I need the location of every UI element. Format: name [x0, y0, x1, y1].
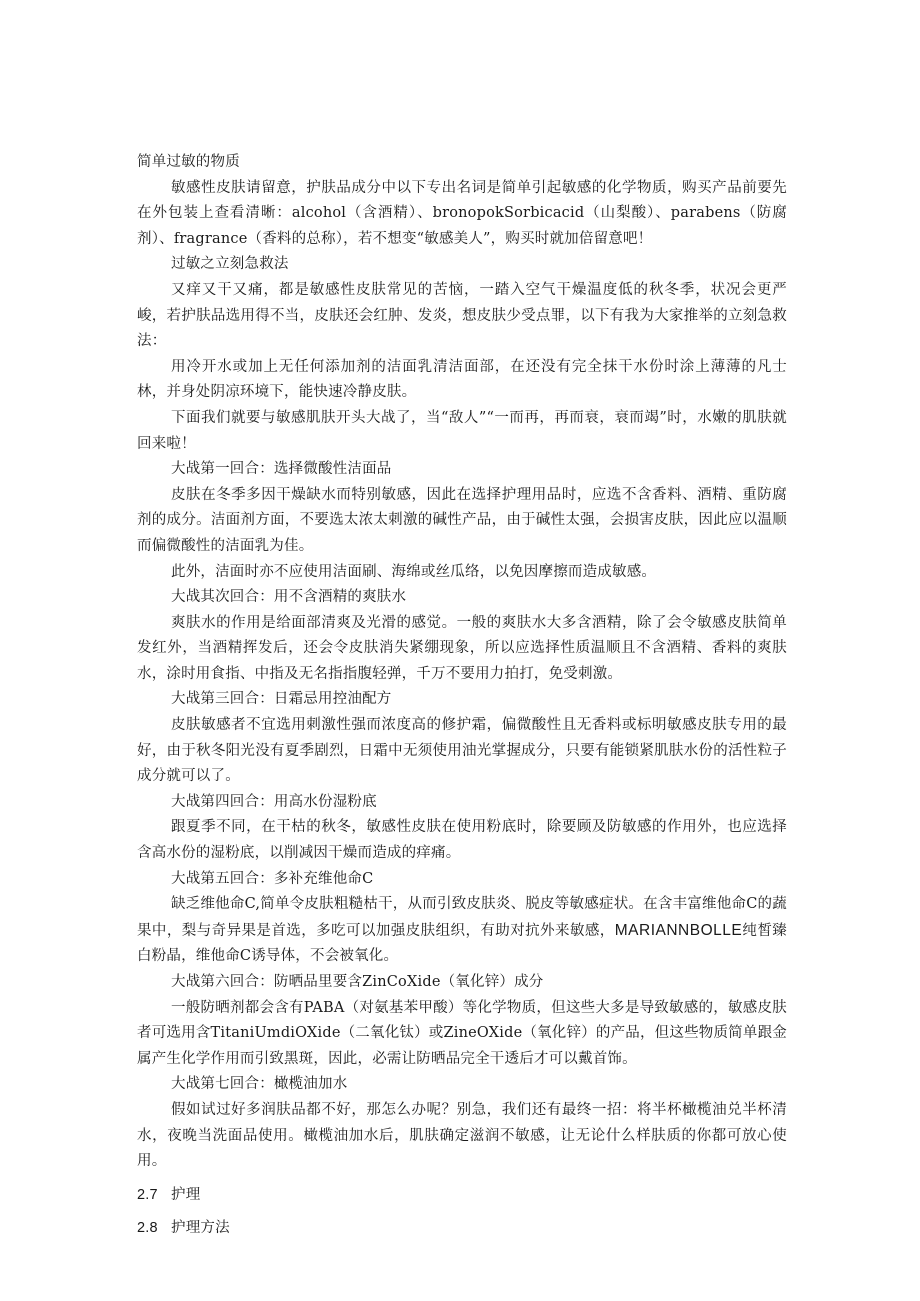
round4-paragraph-1: 跟夏季不同，在干枯的秋冬，敏感性皮肤在使用粉底时，除要顾及防敏感的作用外，也应选择含高水份的湿粉底，以削减因干燥而造成的痒痛。 [137, 819, 787, 862]
section-2-7-title: 护理 [171, 1186, 201, 1203]
round7-paragraph-1: 假如试过好多润肤品都不好，那怎么办呢？别急，我们还有最终一招：将半杯橄榄油兑半杯清水，夜晚当洗面品使用。橄榄油加水后，肌肤确定滋润不敏感，让无论什么样肤质的你都可放心使用。 [137, 1101, 787, 1170]
round7-heading: 大战第七回合：橄榄油加水 [171, 1076, 348, 1093]
section-2-8-number: 2.8 [137, 1219, 158, 1236]
round2-heading: 大战其次回合：用不含酒精的爽肤水 [171, 589, 407, 606]
emergency-paragraph-3: 下面我们就要与敏感肌肤开头大战了，当“敌人”“一而再，再而衰，衰而竭”时，水嫩的肌肤就回来啦！ [137, 409, 787, 452]
round2-paragraph-1: 爽肤水的作用是给面部清爽及光滑的感觉。一般的爽肤水大多含酒精，除了会令敏感皮肤简单发红外，当酒精挥发后，还会令皮肤消失紧绷现象，所以应选择性质温顺且不含酒精、香料的爽肤水，涂时用食指、中指及无名指指腹轻弹，千万不要用力拍打，免受刺激。 [137, 614, 787, 682]
round5-text-b: 纯皙臻白粉晶，维他命C诱导体，不会被氧化。 [137, 922, 787, 965]
round1-paragraph-1: 皮肤在冬季多因干燥缺水而特别敏感，因此在选择护理用品时，应选不含香料、酒精、重防腐剂的成分。洁面剂方面，不要选太浓太刺激的碱性产品，由于碱性太强，会损害皮肤，因此应以温顺而偏微酸性的洁面乳为佳。 [137, 486, 787, 554]
round3-paragraph-1: 皮肤敏感者不宜选用刺激性强而浓度高的修护霜，偏微酸性且无香料或标明敏感皮肤专用的最好，由于秋冬阳光没有夏季剧烈，日霜中无须使用油光掌握成分，只要有能锁紧肌肤水份的活性粒子成分就可以了。 [137, 717, 787, 785]
section-2-7-number: 2.7 [137, 1186, 158, 1203]
brand-name: MARIANNBOLLE [614, 921, 743, 939]
round1-heading: 大战第一回合：选择微酸性洁面品 [171, 461, 392, 478]
section-2-8-title: 护理方法 [171, 1219, 230, 1236]
round6-paragraph-1: 一般防晒剂都会含有PABA（对氨基苯甲酸）等化学物质，但这些大多是导致敏感的，敏感皮肤者可选用含TitaniUmdiOXide（二氧化钛）或ZineOXide（氧化锌）的产品，但这些物质简单跟金属产生化学作用而引致黑斑，因此，必需让防晒品完全干透后才可以戴首饰。 [137, 999, 787, 1067]
round4-heading: 大战第四回合：用高水份湿粉底 [171, 793, 377, 810]
emergency-heading: 过敏之立刻急救法 [171, 256, 289, 273]
emergency-paragraph-1: 又痒又干又痛，都是敏感性皮肤常见的苦恼，一踏入空气干燥温度低的秋冬季，状况会更严峻，若护肤品选用得不当，皮肤还会红肿、发炎，想皮肤少受点罪，以下有我为大家推举的立刻急救法： [137, 281, 787, 350]
document-body [137, 150, 787, 1241]
round1-paragraph-2: 此外，洁面时亦不应使用洁面刷、海绵或丝瓜络，以免因摩擦而造成敏感。 [171, 563, 657, 580]
emergency-paragraph-2: 用冷开水或加上无任何添加剂的洁面乳清洁面部，在还没有完全抹干水份时涂上薄薄的凡士林，并身处阴凉环境下，能快速冷静皮肤。 [137, 358, 787, 401]
round5-heading: 大战第五回合：多补充维他命C [171, 870, 374, 887]
round5-text-a: 缺乏维他命C,简单令皮肤粗糙枯干，从而引致皮肤炎、脱皮等敏感症状。在含丰富维他命C的蔬果中，梨与奇异果是首选，多吃可以加强皮肤组织，有助对抗外来敏感， [137, 896, 787, 939]
round5-paragraph-1 [137, 892, 787, 970]
section-2-7-heading [137, 1175, 787, 1208]
intro-paragraph: 敏感性皮肤请留意，护肤品成分中以下专出名词是简单引起敏感的化学物质，购买产品前要先在外包装上查看清晰：alcohol（含酒精）、bronopokSorbicacid（山梨酸）、parabens（防腐剂）、fragrance（香料的总称），若不想变“敏感美人”，购买时就加倍留意吧！ [137, 179, 787, 247]
round3-heading: 大战第三回合：日霜忌用控油配方 [171, 691, 392, 708]
section-title: 简单过敏的物质 [137, 154, 240, 170]
section-2-8-heading [137, 1208, 787, 1241]
round6-heading: 大战第六回合：防晒品里要含ZinCoXide（氧化锌）成分 [171, 974, 544, 990]
